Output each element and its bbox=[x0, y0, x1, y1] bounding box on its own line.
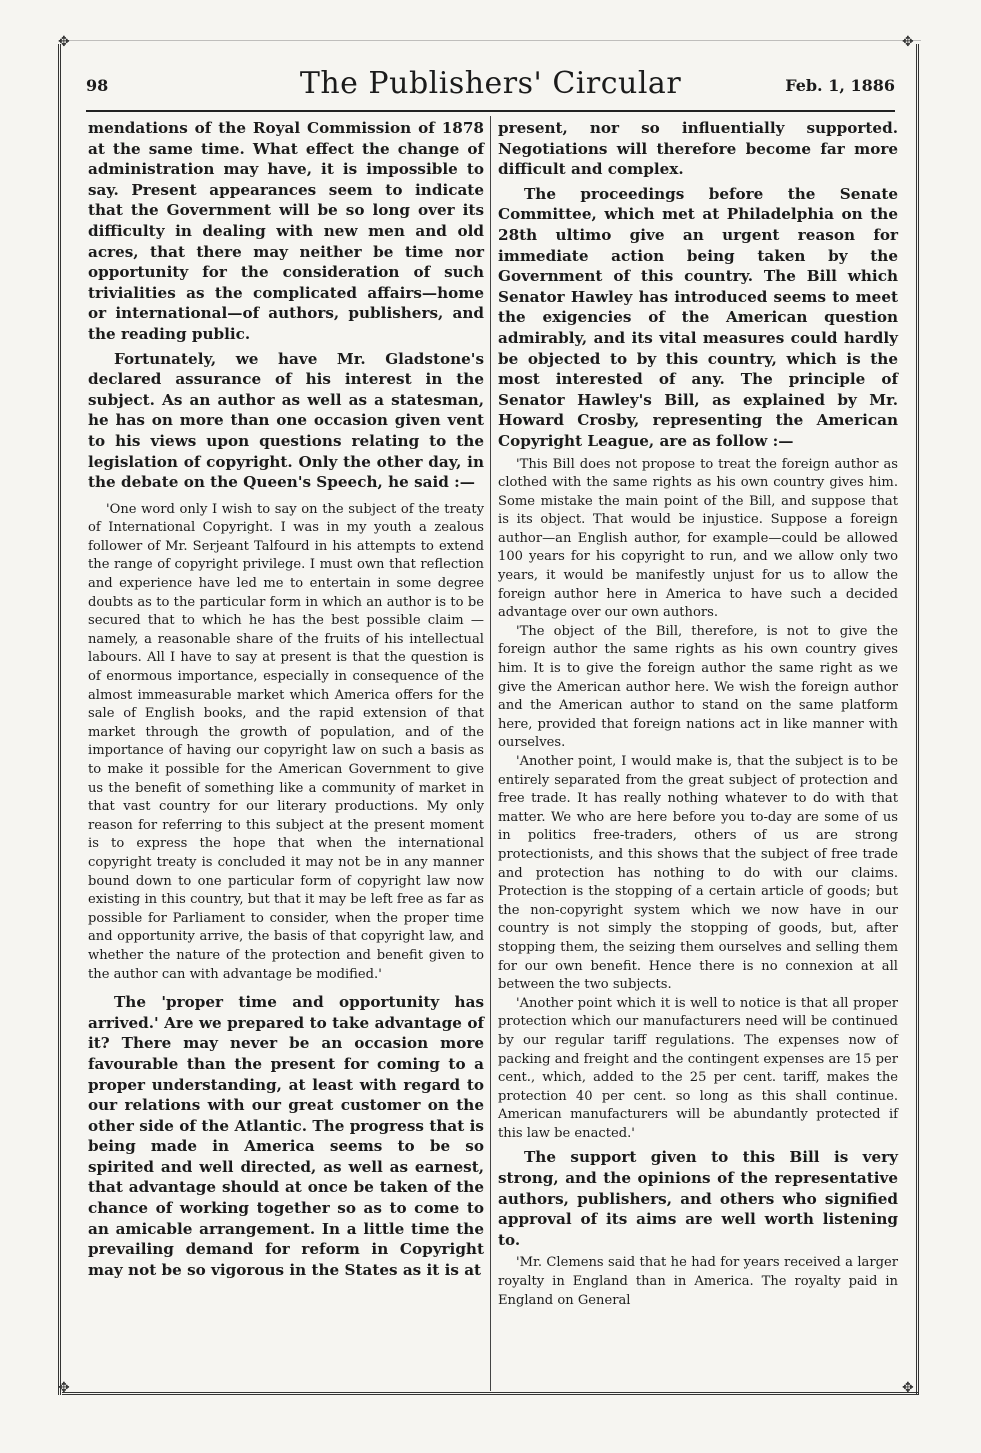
quoted-speech: 'One word only I wish to say on the subject of the treaty of International Copyright. I was in my youth a zealous follower of Mr. Serjeant Talfourd in his attempts to extend the range of copyright privilege. I must own that reflection and experience have led me to entertain in some degree doubts as to the particular form in which an author is to be secured that to which he has the best possible claim —namely, a reasonable share of the fruits of his intellectual labours. All I have to say at present is that the question is of enormous importance, especially in consequence of the almost immeasurable market which America offers for the sale of English books, and the rapid extension of that market through the growth of population, and of the importance of having our copyright law on such a basis as to make it possible for the American Government to give us the benefit of something like a community of market in that vast country for our literary productions. My only reason for referring to this subject at the present moment is to express the hope that when the international copyright treaty is concluded it may not be in any manner bound down to one particular form of copyright law now existing in this country, but that it may be left free as far as possible for Parliament to consider, when the proper time and opportunity arrive, the basis of that copyright law, and whether the nature of the protection and benefit given to the author can with advantage be modified.' bbox=[88, 501, 484, 982]
paragraph: The support given to this Bill is very strong, and the opinions of the representative authors, publishers, and others who signified approval of its aims are well worth listening to. bbox=[498, 1148, 898, 1249]
quoted-statement: 'Another point, I would make is, that the subject is to be entirely separated from the great subject of protection and free trade. It has really nothing whatever to do with that matter. We who are here before you to-day are some of us in politics free-traders, others of us are strong protectionists, and this shows that the subject of free trade and protection has nothing to do with our claims. Protection is the stopping of a certain article of goods; but the non-copyright system which we now have in our country is not simply the stopping of goods, but, after stopping them, the seizing them ourselves and selling them for our own benefit. Hence there is no connexion at all between the two subjects. bbox=[498, 754, 898, 993]
corner-ornament-icon: ✥ bbox=[902, 1380, 914, 1396]
page-header bbox=[86, 64, 895, 108]
left-border-rule bbox=[58, 44, 67, 1395]
paragraph: present, nor so influentially supported. Negotiations will therefore become far more difficult and complex. bbox=[498, 119, 898, 179]
publication-title: The Publishers' Circular bbox=[299, 66, 682, 101]
right-border-rule bbox=[910, 44, 919, 1395]
paragraph: The 'proper time and opportunity has arrived.' Are we prepared to take advantage of it? There may never be an occasion more favourable than the present for coming to a proper understanding, at least with regard to our relations with our great customer on the other side of the Atlantic. The progress that is being made in America seems to be so spirited and well directed, as well as earnest, that advantage should at once be taken of the chance of working together so as to come to an amicable arrangement. In a little time the prevailing demand for reform in Copyright may not be so vigorous in the States as it is at bbox=[88, 993, 484, 1279]
corner-ornament-icon: ✥ bbox=[58, 34, 70, 50]
quoted-statement: 'Another point which it is well to notice is that all proper protection which our manufacturers need will be continued by our regular tariff regulations. The expenses now of packing and freight and the contingent expenses are 15 per cent., which, added to the 25 per cent. tariff, makes the protection 40 per cent. so long as this shall continue. American manufacturers will be abundantly protected if this law be enacted.' bbox=[498, 995, 898, 1141]
right-column bbox=[498, 118, 898, 1310]
issue-date: Feb. 1, 1886 bbox=[785, 76, 895, 95]
quoted-statement: 'The object of the Bill, therefore, is not to give the foreign author the same rights as his own country gives him. It is to give the foreign author the same right as we give the American author here. We wish the foreign author and the American author to stand on the same platform here, provided that foreign nations act in like manner with ourselves. bbox=[498, 623, 898, 751]
column-divider bbox=[490, 116, 491, 1391]
header-rule bbox=[86, 110, 895, 112]
corner-ornament-icon: ✥ bbox=[58, 1380, 70, 1396]
paragraph: Fortunately, we have Mr. Gladstone's declared assurance of his interest in the subject. As an author as well as a statesman, he has on more than one occasion given vent to his views upon questions relating to the legislation of copyright. Only the other day, in the debate on the Queen's Speech, he said :— bbox=[88, 349, 484, 492]
corner-ornament-icon: ✥ bbox=[902, 34, 914, 50]
top-binding-rule bbox=[60, 40, 921, 49]
paragraph: mendations of the Royal Commission of 1878 at the same time. What effect the change of administration may have, it is impossible to say. Present appearances seem to indicate that the Government will be so long over its difficulty in dealing with new men and old acres, that there may neither be time nor opportunity for the consideration of such trivialities as the complicated affairs—home or international—of authors, publishers, and the reading public. bbox=[88, 119, 484, 343]
quoted-statement: 'This Bill does not propose to treat the foreign author as clothed with the same rights as his own country gives him. Some mistake the main point of the Bill, and suppose that is its object. That would be injustice. Suppose a foreign author—an English author, for example—could be allowed 100 years for his copyright to run, and we allow only two years, it would be manifestly unjust for us to allow the foreign author here in America to have such a decided advantage over our own authors. bbox=[498, 456, 898, 621]
paragraph: The proceedings before the Senate Committee, which met at Philadelphia on the 28th ultimo give an urgent reason for immediate action being taken by the Government of this country. The Bill which Senator Hawley has introduced seems to meet the exigencies of the American question admirably, and its vital measures could hardly be objected to by this country, which is the most interested of any. The principle of Senator Hawley's Bill, as explained by Mr. Howard Crosby, representing the American Copyright League, are as follow :— bbox=[498, 184, 898, 450]
left-column bbox=[88, 118, 484, 1280]
quoted-statement: 'Mr. Clemens said that he had for years received a larger royalty in England than in America. The royalty paid in England on General bbox=[498, 1255, 898, 1308]
page-number: 98 bbox=[86, 76, 109, 95]
bottom-border-rule bbox=[62, 1392, 919, 1395]
